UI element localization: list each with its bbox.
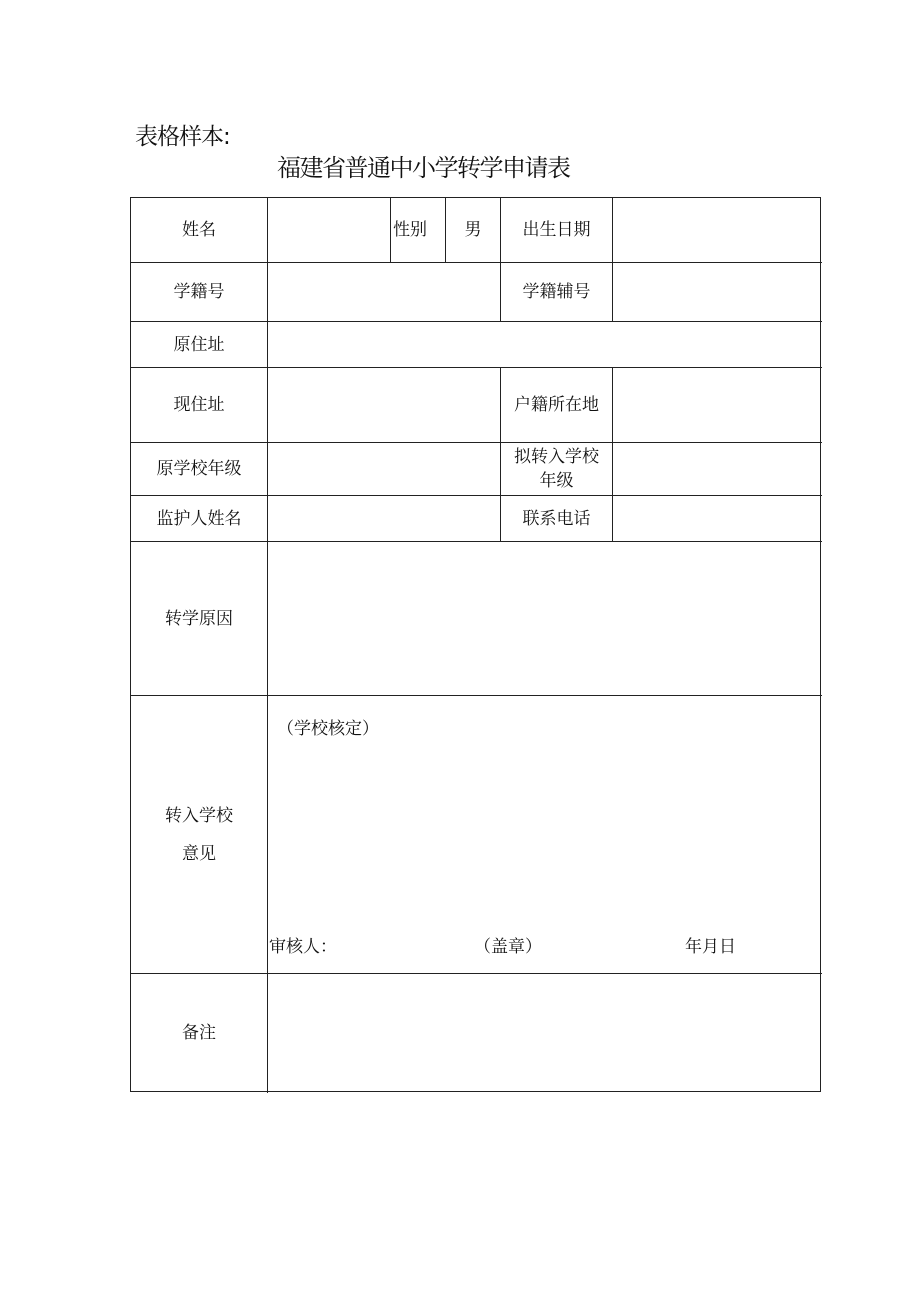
remarks-label: 备注 <box>182 1022 216 1043</box>
aux-id-field[interactable] <box>613 263 820 321</box>
birth-date-field[interactable] <box>613 198 820 262</box>
sample-label: 表格样本: <box>135 124 230 150</box>
prev-school-field[interactable] <box>268 443 500 495</box>
reviewer-label: 审核人： <box>269 937 337 957</box>
birth-date-label: 出生日期 <box>522 220 591 240</box>
student-id-label: 学籍号 <box>173 282 225 302</box>
gender-label: 性别 <box>393 220 427 240</box>
opinion-label-line1: 转入学校 <box>165 805 233 826</box>
form-title: 福建省普通中小学转学申请表 <box>277 154 570 182</box>
target-school-label <box>501 443 612 495</box>
opinion-note: （学校核定） <box>277 719 379 739</box>
aux-id-label: 学籍辅号 <box>522 282 591 302</box>
remarks-field[interactable] <box>268 974 820 1091</box>
date-label: 年月日 <box>685 937 736 957</box>
gender-field[interactable]: 男 <box>464 220 482 240</box>
name-field[interactable] <box>268 198 390 262</box>
target-school-label-line2: 年级 <box>539 471 574 491</box>
household-field[interactable] <box>613 368 820 442</box>
prev-address-field[interactable] <box>268 322 820 367</box>
transfer-application-form <box>130 197 821 1092</box>
student-id-field[interactable] <box>268 263 500 321</box>
household-label: 户籍所在地 <box>514 395 599 415</box>
current-address-field[interactable] <box>268 368 500 442</box>
column-divider <box>390 198 391 262</box>
opinion-label <box>131 696 267 973</box>
reason-field[interactable] <box>268 542 820 695</box>
guardian-label: 监护人姓名 <box>156 508 242 529</box>
seal-label: （盖章） <box>474 937 542 957</box>
prev-school-label: 原学校年级 <box>156 459 242 479</box>
phone-label: 联系电话 <box>522 508 591 529</box>
target-school-field[interactable] <box>613 443 820 495</box>
target-school-label-line1: 拟转入学校 <box>514 447 599 467</box>
name-label: 姓名 <box>182 220 216 240</box>
phone-field[interactable] <box>613 496 820 541</box>
opinion-label-line2: 意见 <box>182 843 216 864</box>
prev-address-label: 原住址 <box>173 334 225 355</box>
current-address-label: 现住址 <box>173 395 225 415</box>
guardian-field[interactable] <box>268 496 500 541</box>
reason-label: 转学原因 <box>165 608 233 629</box>
